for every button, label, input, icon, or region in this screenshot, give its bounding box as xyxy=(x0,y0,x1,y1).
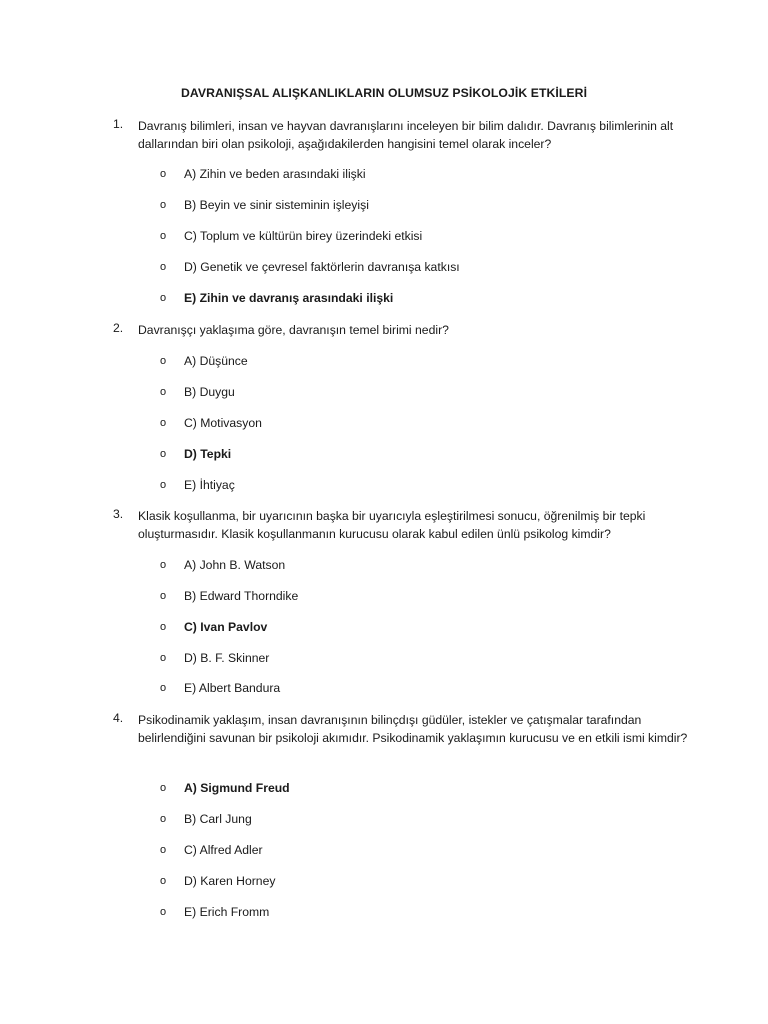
option-label: A) Sigmund Freud xyxy=(184,781,290,795)
option-label: C) Alfred Adler xyxy=(184,843,263,857)
option-label: D) Tepki xyxy=(184,447,232,461)
bullet-icon: o xyxy=(160,386,167,398)
bullet-icon: o xyxy=(160,230,167,242)
bullet-icon: o xyxy=(160,875,167,887)
bullet-icon: o xyxy=(160,682,167,694)
option-label: D) Karen Horney xyxy=(184,874,276,888)
bullet-icon: o xyxy=(160,906,167,918)
question-1 xyxy=(113,117,693,305)
question-text: Klasik koşullanma, bir uyarıcının başka bir uyarıcıyla eşleştirilmesi sonucu, öğrenilmiş bir tepki oluşturmasıdır. Klasik koşullanmanın kurucusu olarak kabul edilen ünlü psikolog kimdir? xyxy=(138,509,646,541)
bullet-icon: o xyxy=(160,479,167,491)
question-number: 1. xyxy=(113,117,124,131)
option-label: C) Toplum ve kültürün birey üzerindeki etkisi xyxy=(184,229,423,243)
question-text: Davranışçı yaklaşıma göre, davranışın temel birimi nedir? xyxy=(138,323,449,337)
option-label: B) Carl Jung xyxy=(184,812,252,826)
option-label: B) Edward Thorndike xyxy=(184,589,299,603)
bullet-icon: o xyxy=(160,448,167,460)
option-label: D) Genetik ve çevresel faktörlerin davranışa katkısı xyxy=(184,260,460,274)
option-label: D) B. F. Skinner xyxy=(184,651,270,665)
bullet-icon: o xyxy=(160,559,167,571)
option-label: E) İhtiyaç xyxy=(184,478,235,492)
option-label: B) Duygu xyxy=(184,385,235,399)
bullet-icon: o xyxy=(160,652,167,664)
option-label: B) Beyin ve sinir sisteminin işleyişi xyxy=(184,198,369,212)
option-label: E) Zihin ve davranış arasındaki ilişki xyxy=(184,291,394,305)
question-4 xyxy=(113,711,693,919)
option-label: A) Zihin ve beden arasındaki ilişki xyxy=(184,167,366,181)
document-title: DAVRANIŞSAL ALIŞKANLIKLARIN OLUMSUZ PSİKOLOJİK ETKİLERİ xyxy=(180,86,588,100)
question-3 xyxy=(113,507,693,695)
bullet-icon: o xyxy=(160,590,167,602)
option-label: A) John B. Watson xyxy=(184,558,286,572)
option-label: E) Albert Bandura xyxy=(184,681,281,695)
bullet-icon: o xyxy=(160,417,167,429)
question-text: Davranış bilimleri, insan ve hayvan davranışlarını inceleyen bir bilim dalıdır. Davranış bilimlerinin alt dallarından biri olan psikoloji, aşağıdakilerden hangisini temel olarak inceler? xyxy=(138,119,674,151)
bullet-icon: o xyxy=(160,168,167,180)
bullet-icon: o xyxy=(160,355,167,367)
question-2 xyxy=(113,321,693,492)
question-number: 2. xyxy=(113,321,124,335)
option-label: C) Ivan Pavlov xyxy=(184,620,268,634)
bullet-icon: o xyxy=(160,782,167,794)
bullet-icon: o xyxy=(160,199,167,211)
bullet-icon: o xyxy=(160,621,167,633)
question-text: Psikodinamik yaklaşım, insan davranışının bilinçdışı güdüler, istekler ve çatışmalar tarafından belirlendiğini savunan bir psikoloji akımıdır. Psikodinamik yaklaşımın kurucusu ve en etkili ismi kimdir? xyxy=(138,713,688,745)
bullet-icon: o xyxy=(160,292,167,304)
option-label: C) Motivasyon xyxy=(184,416,262,430)
bullet-icon: o xyxy=(160,813,167,825)
option-label: E) Erich Fromm xyxy=(184,905,270,919)
bullet-icon: o xyxy=(160,844,167,856)
question-number: 3. xyxy=(113,507,124,521)
bullet-icon: o xyxy=(160,261,167,273)
question-number: 4. xyxy=(113,711,124,725)
option-label: A) Düşünce xyxy=(184,354,248,368)
